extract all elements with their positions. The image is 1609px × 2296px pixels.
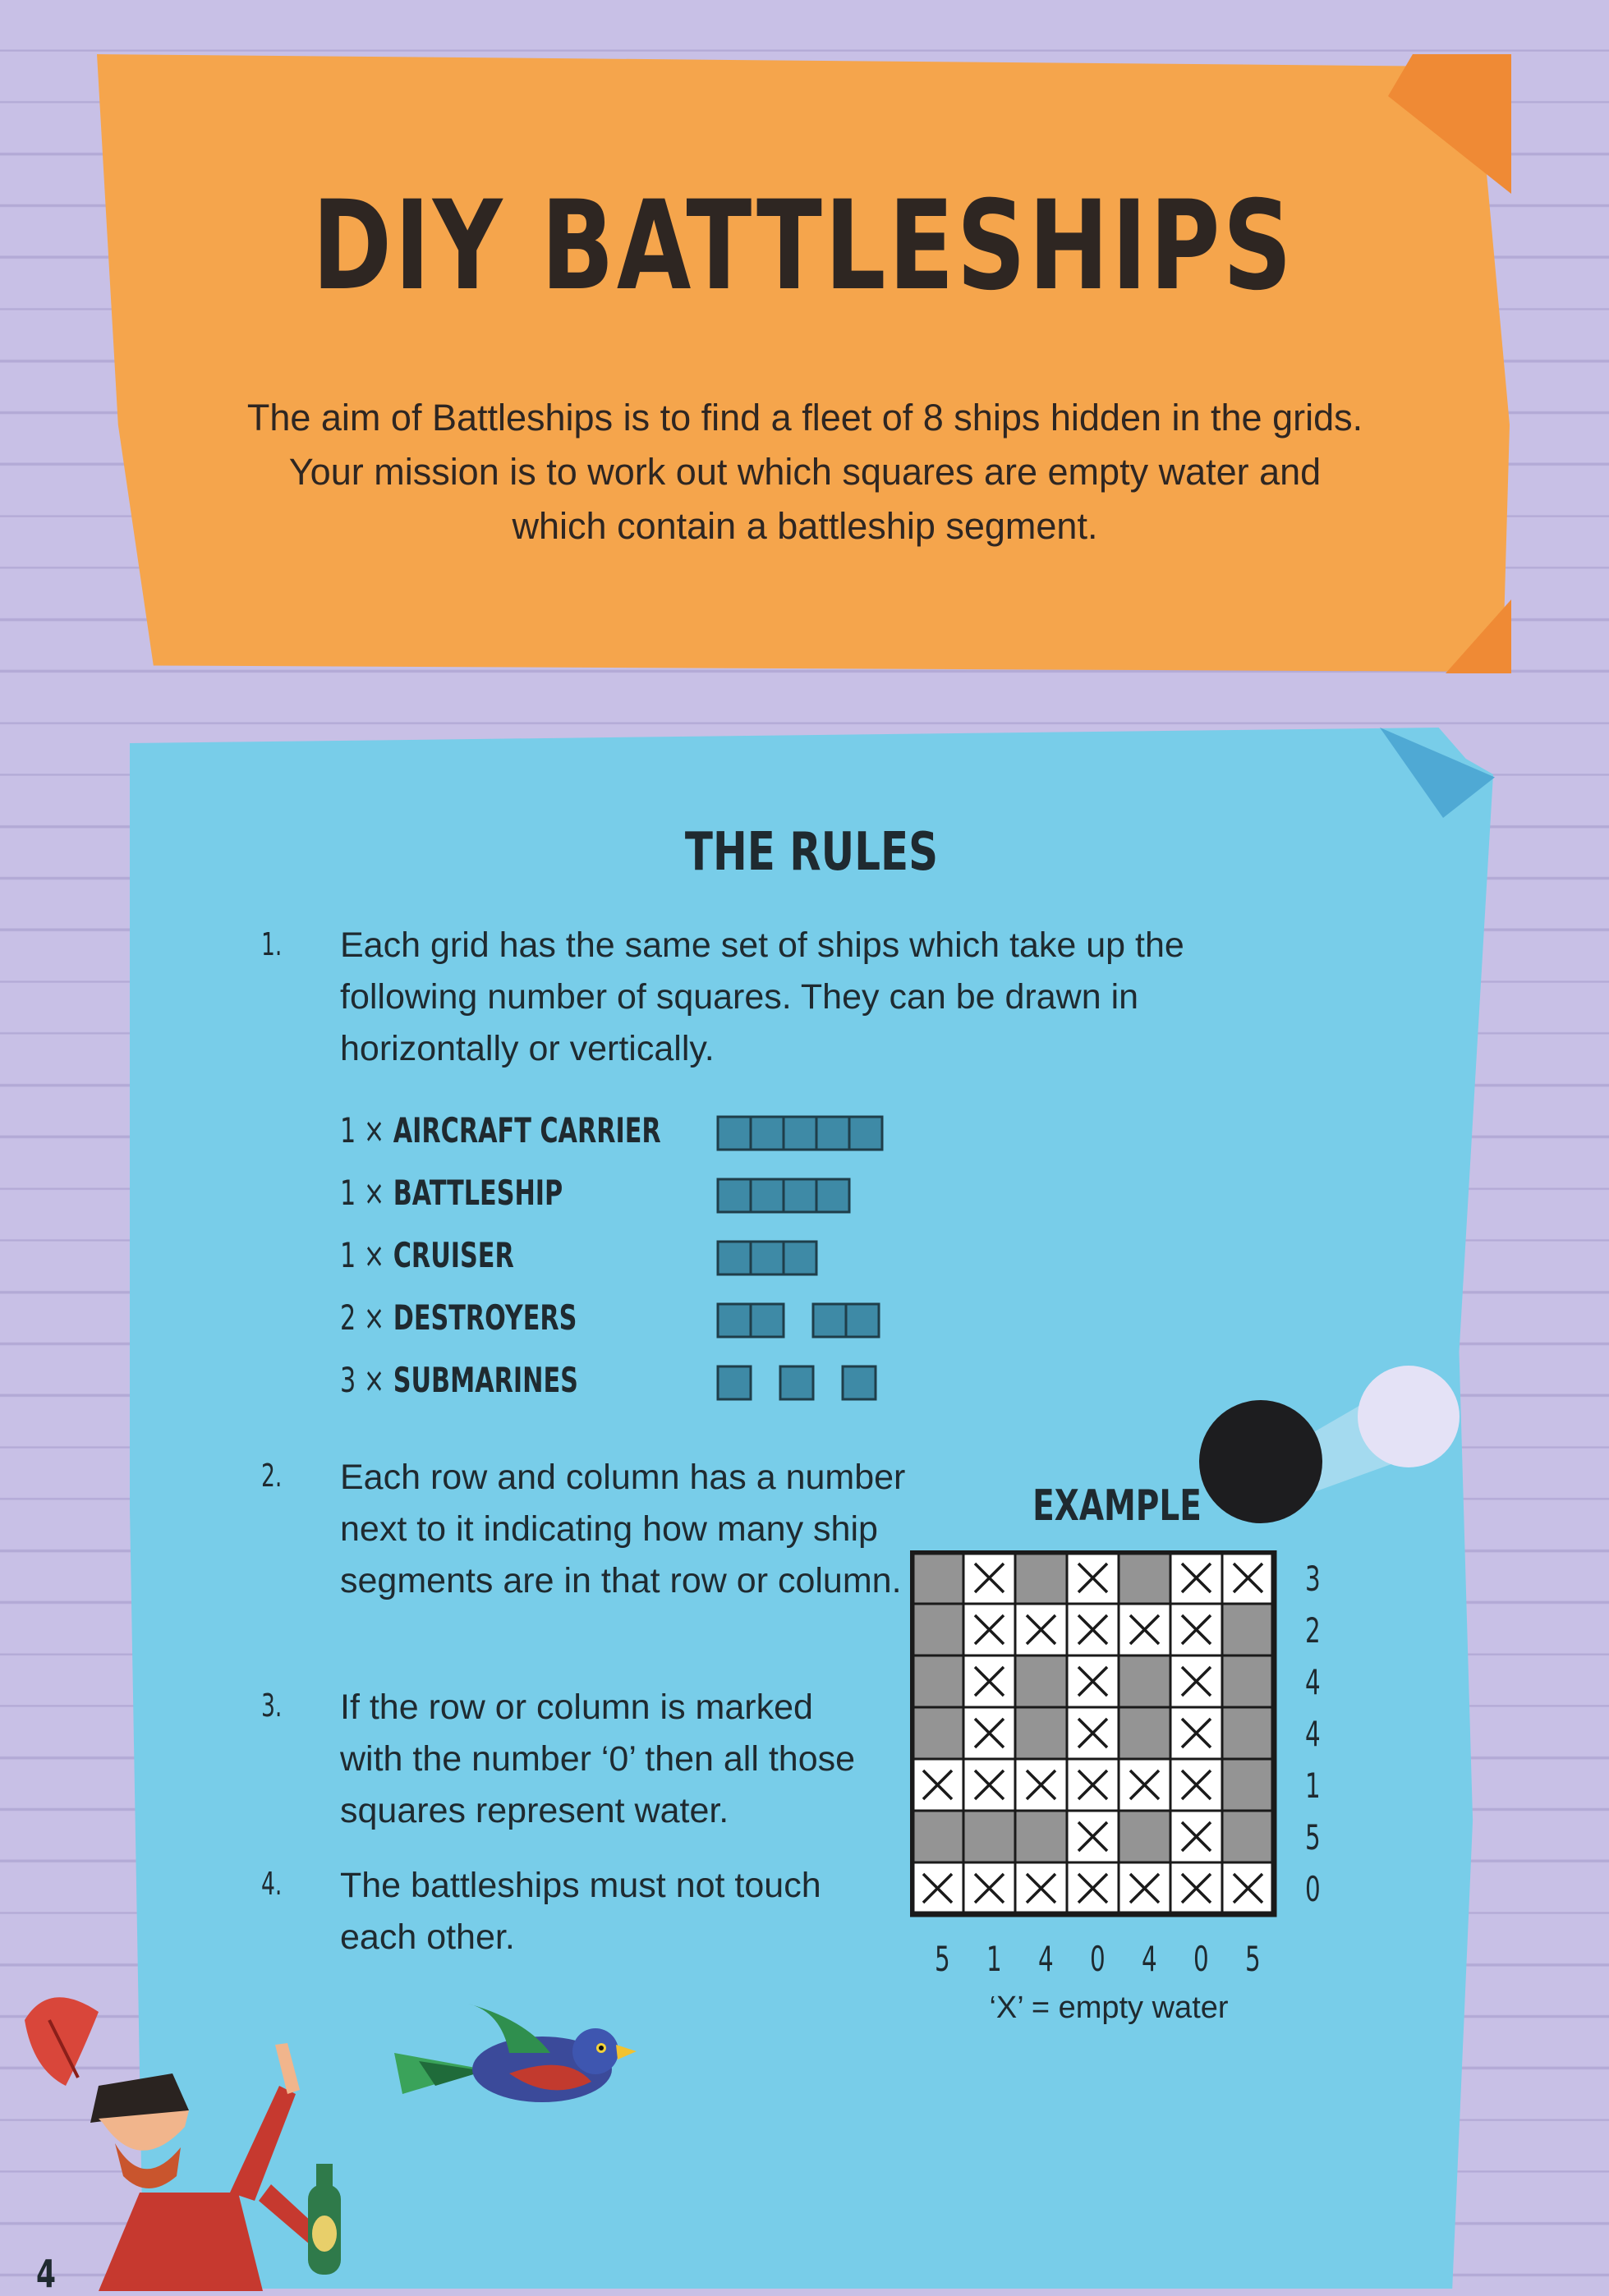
- rule-number: 4.: [261, 1866, 283, 1902]
- ship-name: BATTLESHIP: [393, 1173, 563, 1213]
- grid-cell-ship: [1015, 1552, 1067, 1604]
- ship-segment: [718, 1304, 751, 1337]
- ship-segment: [718, 1179, 751, 1212]
- ship-row-cruiser: [340, 1232, 915, 1281]
- intro-text: The aim of Battleships is to find a fleet of 8 ships hidden in the grids. Your mission is to work out which squares are empty water and which contain a battleship segment.: [246, 397, 1363, 547]
- ship-segment: [718, 1366, 751, 1399]
- grid-cell-ship: [912, 1811, 963, 1862]
- grid-cell-ship: [1015, 1811, 1067, 1862]
- row-count: 3: [1305, 1559, 1321, 1599]
- ship-segment: [784, 1179, 816, 1212]
- ship-segment: [780, 1366, 813, 1399]
- grid-cell-ship: [912, 1707, 963, 1759]
- ship-segment: [784, 1117, 816, 1150]
- rules-heading: THE RULES: [684, 822, 939, 883]
- row-count: 4: [1305, 1714, 1321, 1754]
- ship-segment: [751, 1304, 784, 1337]
- rule-number: 1.: [261, 926, 283, 962]
- ship-segment: [843, 1366, 876, 1399]
- row-count: 4: [1305, 1662, 1321, 1702]
- column-count: 0: [1090, 1939, 1106, 1979]
- ship-label: [340, 1110, 661, 1150]
- grid-cell-ship: [1015, 1707, 1067, 1759]
- rule-number: 2.: [261, 1458, 283, 1494]
- rule-text: Each grid has the same set of ships which take up the following number of squares. They can be drawn in horizontally or vertically.: [340, 925, 1184, 1068]
- ship-row-aircraft-carrier: [340, 1107, 915, 1156]
- ship-count: 1 ×: [340, 1110, 385, 1150]
- grid-cell-ship: [1015, 1655, 1067, 1707]
- grid-cell-ship: [1222, 1707, 1274, 1759]
- rule-text: Each row and column has a number next to it indicating how many ship segments are in that row or column.: [340, 1458, 906, 1600]
- ship-segment: [846, 1304, 879, 1337]
- ship-count: 3 ×: [340, 1360, 385, 1400]
- ship-row-battleship: [340, 1169, 915, 1219]
- ship-icon: [716, 1178, 851, 1214]
- ship-row-submarines: [340, 1357, 915, 1406]
- ship-segment: [718, 1242, 751, 1274]
- ship-segment: [849, 1117, 882, 1150]
- column-count: 4: [1142, 1939, 1157, 1979]
- ship-cells: [716, 1115, 884, 1148]
- ship-label: [340, 1297, 577, 1338]
- ship-segment: [751, 1242, 784, 1274]
- column-count: 5: [1245, 1939, 1261, 1979]
- row-count: 2: [1305, 1610, 1321, 1651]
- ship-segment: [813, 1304, 846, 1337]
- grid-cell-ship: [1119, 1707, 1170, 1759]
- ship-name: CRUISER: [393, 1235, 514, 1275]
- legend-note: ‘X’ = empty water: [989, 1991, 1229, 2025]
- ship-label: [340, 1173, 563, 1213]
- ship-count: 1 ×: [340, 1173, 385, 1213]
- grid-cell-ship: [1119, 1655, 1170, 1707]
- ship-icon: [716, 1365, 877, 1401]
- column-count: 1: [986, 1939, 1002, 1979]
- ship-count: 1 ×: [340, 1235, 385, 1275]
- title-card: [97, 54, 1510, 672]
- grid-cell-ship: [1119, 1811, 1170, 1862]
- rule-text: If the row or column is marked with the number ‘0’ then all those squares represent water.: [340, 1688, 856, 1830]
- grid-cell-ship: [1119, 1552, 1170, 1604]
- ship-icon: [716, 1115, 884, 1151]
- ship-segment: [751, 1117, 784, 1150]
- example-grid: [910, 1550, 1321, 1981]
- ship-icon: [716, 1302, 880, 1339]
- ship-segment: [718, 1117, 751, 1150]
- ship-segment: [816, 1117, 849, 1150]
- ship-cells: [716, 1178, 851, 1210]
- ship-segment: [751, 1179, 784, 1212]
- grid-cell-ship: [1222, 1604, 1274, 1655]
- grid-cell-ship: [912, 1604, 963, 1655]
- grid-cell-ship: [963, 1811, 1015, 1862]
- page-number: 4: [36, 2252, 57, 2296]
- ship-label: [340, 1360, 578, 1400]
- ship-cells: [716, 1240, 818, 1273]
- ship-cells: [716, 1365, 877, 1398]
- page-title: DIY BATTLESHIPS: [311, 175, 1295, 318]
- grid-cell-ship: [1222, 1655, 1274, 1707]
- ship-name: AIRCRAFT CARRIER: [393, 1110, 661, 1150]
- row-count: 5: [1305, 1817, 1321, 1857]
- ship-cells: [716, 1302, 880, 1335]
- rule-text: The battleships must not touch each other.: [340, 1866, 821, 1957]
- grid-cell-ship: [1222, 1759, 1274, 1811]
- ship-count: 2 ×: [340, 1297, 385, 1338]
- grid-cell-ship: [912, 1552, 963, 1604]
- ship-row-destroyers: [340, 1294, 915, 1343]
- ship-icon: [716, 1240, 818, 1276]
- ship-segment: [816, 1179, 849, 1212]
- column-count: 4: [1038, 1939, 1054, 1979]
- ship-label: [340, 1235, 514, 1275]
- column-count: 0: [1193, 1939, 1209, 1979]
- bird-illustration: [386, 2004, 641, 2130]
- ship-name: SUBMARINES: [393, 1360, 578, 1400]
- row-count: 1: [1305, 1766, 1321, 1806]
- ship-segment: [784, 1242, 816, 1274]
- cannonball-illustration: [1199, 1363, 1470, 1539]
- rule-number: 3.: [261, 1688, 283, 1724]
- grid-cell-ship: [912, 1655, 963, 1707]
- example-heading: EXAMPLE: [1032, 1481, 1202, 1531]
- row-count: 0: [1305, 1869, 1321, 1909]
- ship-name: DESTROYERS: [393, 1297, 577, 1338]
- pirate-illustration: [0, 1987, 378, 2294]
- grid-cell-ship: [1222, 1811, 1274, 1862]
- column-count: 5: [935, 1939, 950, 1979]
